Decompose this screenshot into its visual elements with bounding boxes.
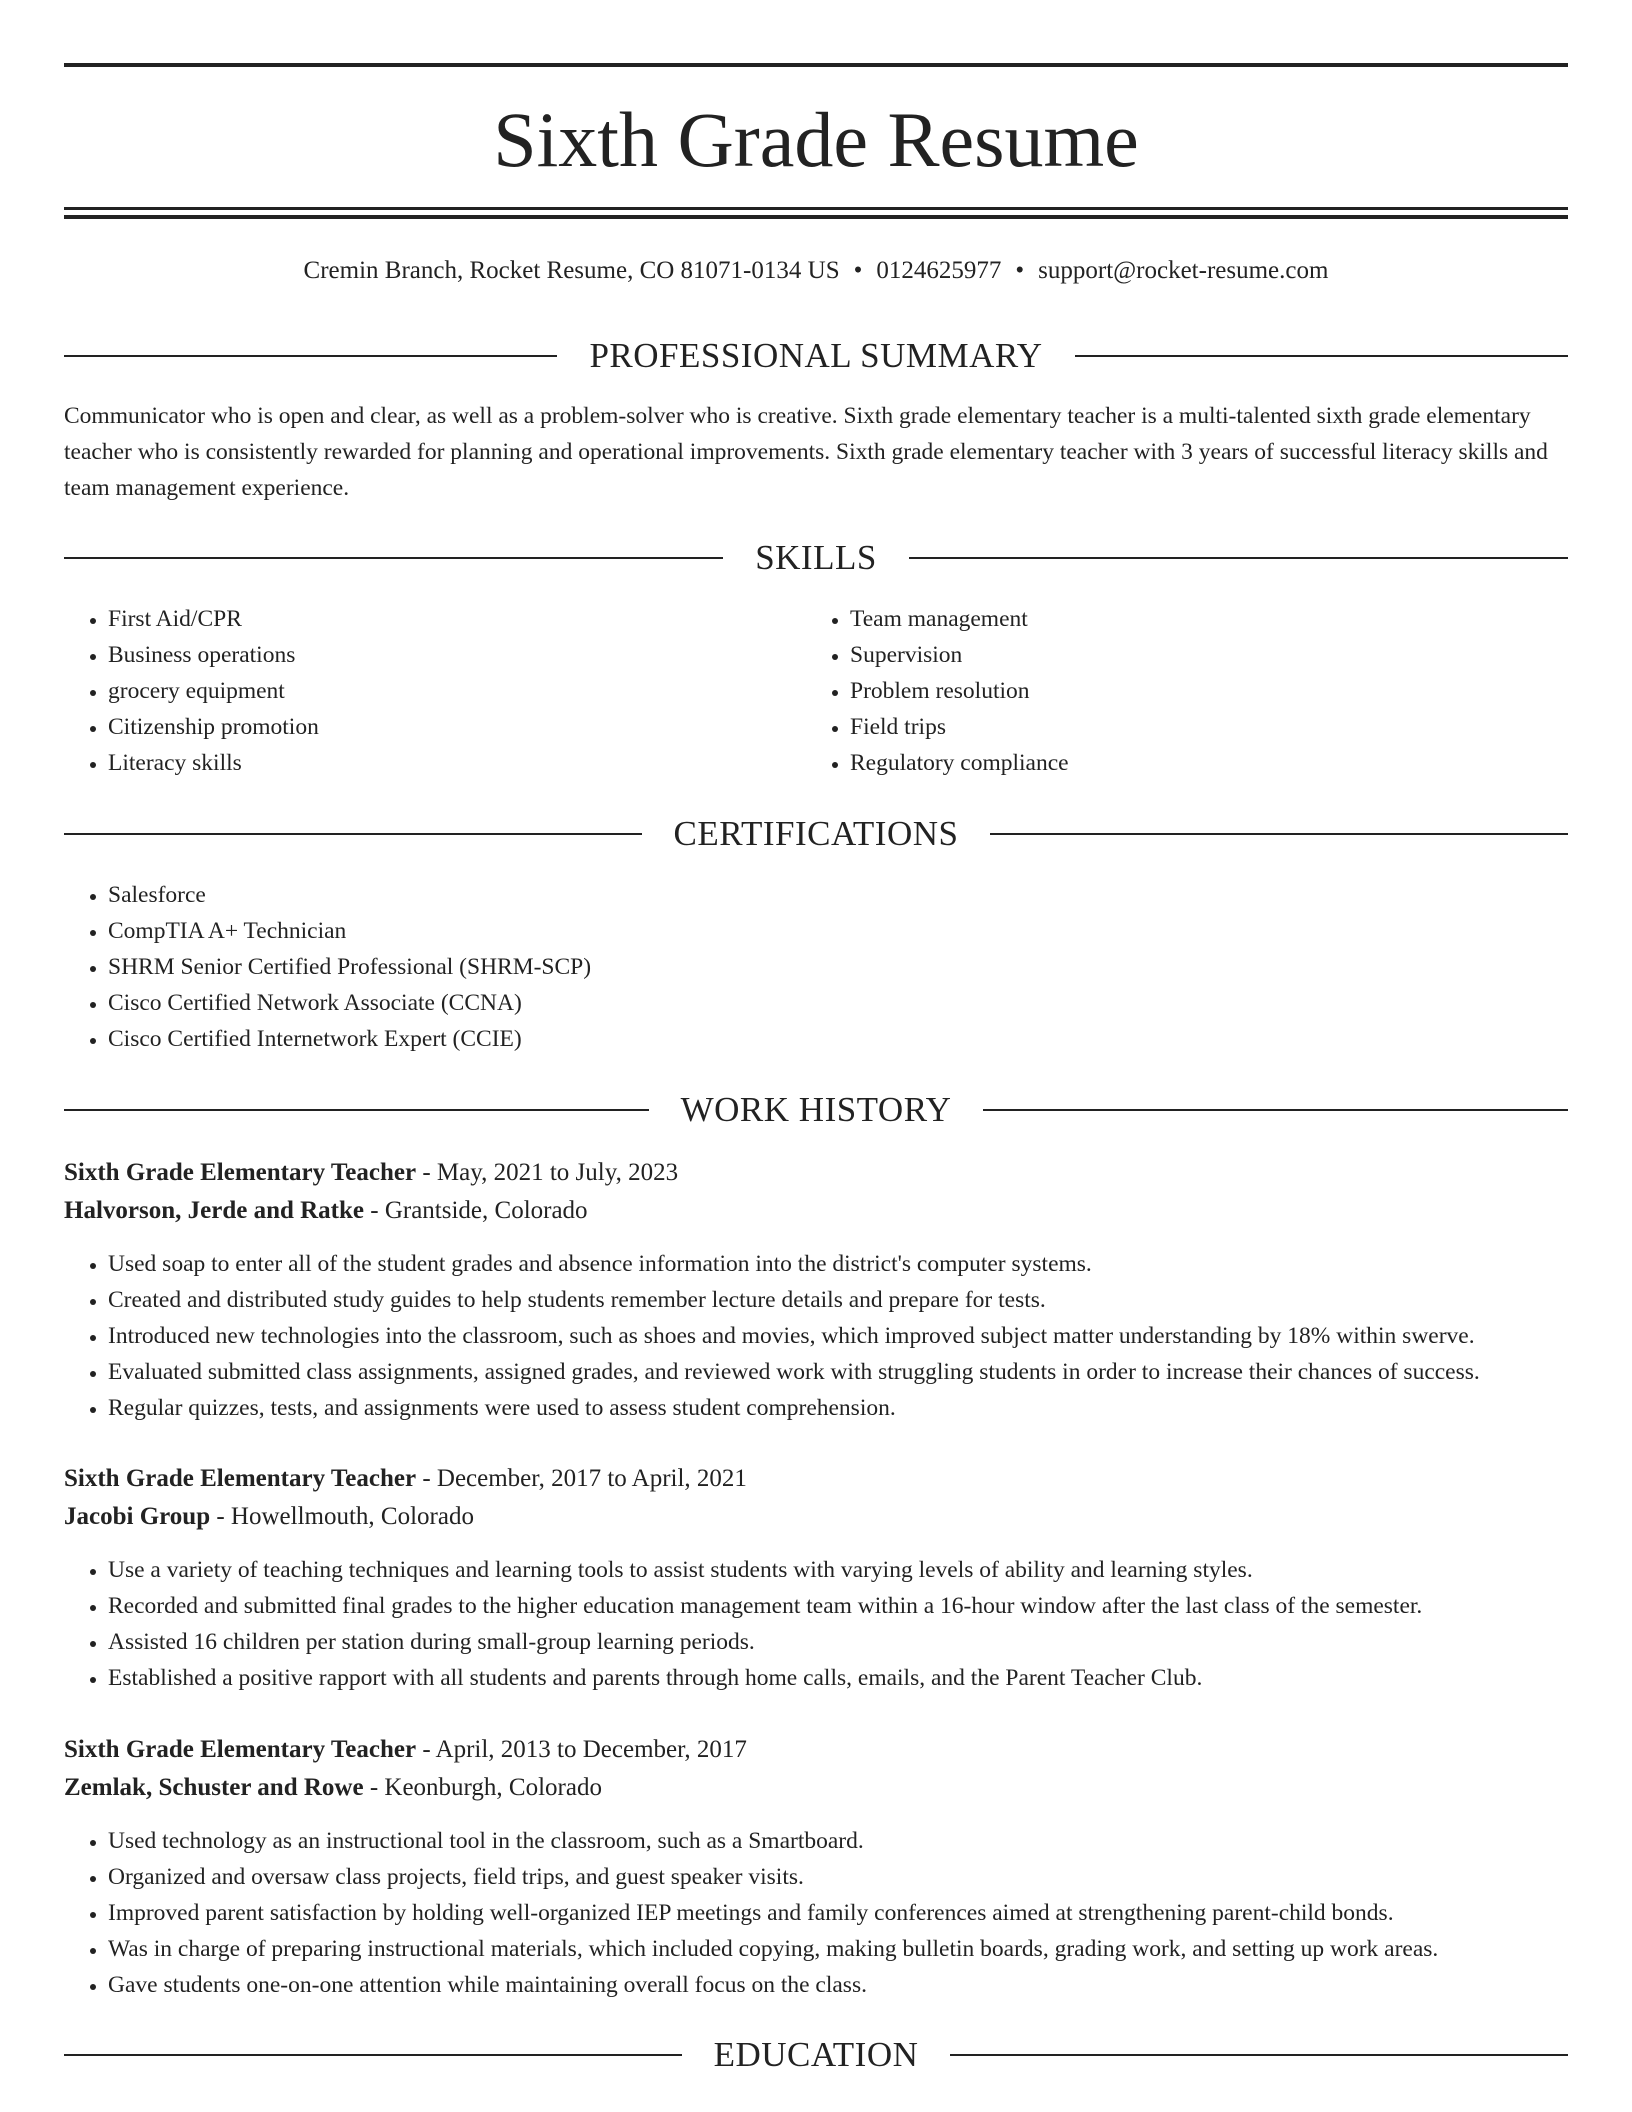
job-company-line xyxy=(64,1769,1568,1807)
certification-item: • Salesforce xyxy=(108,877,1568,913)
job-title: Sixth Grade Elementary Teacher xyxy=(64,1736,417,1763)
job-bullet: • Use a variety of teaching techniques and learning tools to assist students with varying levels of ability and learning styles. xyxy=(108,1552,1568,1588)
job-company: Halvorson, Jerde and Ratke xyxy=(64,1197,364,1224)
job-title-line xyxy=(64,1154,1568,1192)
job-bullet: • Established a positive rapport with all students and parents through home calls, emails, and the Parent Teacher Club. xyxy=(108,1660,1568,1696)
job-bullet: • Used soap to enter all of the student grades and absence information into the district's computer systems. xyxy=(108,1246,1568,1282)
job-company: Zemlak, Schuster and Rowe xyxy=(64,1774,364,1801)
certification-item: • CompTIA A+ Technician xyxy=(108,913,1568,949)
certifications-list xyxy=(64,877,1568,1057)
job-bullet: • Gave students one-on-one attention while maintaining overall focus on the class. xyxy=(108,1967,1568,2003)
certification-item: • Cisco Certified Internetwork Expert (CCIE) xyxy=(108,1021,1568,1057)
section-heading-work-history xyxy=(64,1088,1568,1132)
certification-item: • SHRM Senior Certified Professional (SHRM-SCP) xyxy=(108,949,1568,985)
job-company: Jacobi Group xyxy=(64,1503,211,1530)
heading-rule xyxy=(950,2054,1568,2056)
contact-separator: • xyxy=(1015,257,1025,284)
title-rule-upper xyxy=(64,207,1568,210)
job-bullet: • Regular quizzes, tests, and assignments were used to assess student comprehension. xyxy=(108,1390,1568,1426)
job-title: Sixth Grade Elementary Teacher xyxy=(64,1465,417,1492)
contact-phone: 0124625977 xyxy=(876,257,1002,284)
skill-item: • Regulatory compliance xyxy=(850,745,1546,781)
job-title-line xyxy=(64,1731,1568,1769)
heading-label: CERTIFICATIONS xyxy=(673,814,959,853)
heading-label: PROFESSIONAL SUMMARY xyxy=(589,336,1043,375)
heading-rule xyxy=(990,833,1568,835)
top-rule xyxy=(64,63,1568,67)
job-bullet: • Organized and oversaw class projects, field trips, and guest speaker visits. xyxy=(108,1859,1568,1895)
job-dates: - December, 2017 to April, 2021 xyxy=(416,1465,747,1492)
job-bullet: • Used technology as an instructional tool in the classroom, such as a Smartboard. xyxy=(108,1823,1568,1859)
heading-label: EDUCATION xyxy=(713,2035,919,2074)
contact-line xyxy=(64,253,1568,289)
heading-rule xyxy=(1075,355,1568,357)
page-title: Sixth Grade Resume xyxy=(493,96,1139,183)
job-bullet: • Assisted 16 children per station during small-group learning periods. xyxy=(108,1624,1568,1660)
heading-rule xyxy=(909,557,1568,559)
job-bullet: • Created and distributed study guides to help students remember lecture details and prepare for tests. xyxy=(108,1282,1568,1318)
job-location: - Howellmouth, Colorado xyxy=(210,1503,474,1530)
skill-item: • First Aid/CPR xyxy=(108,601,804,637)
skill-item: • grocery equipment xyxy=(108,673,804,709)
skill-item: • Business operations xyxy=(108,637,804,673)
heading-rule xyxy=(64,557,723,559)
job-bullet: • Introduced new technologies into the classroom, such as shoes and movies, which improved subject matter understanding by 18% within swerve. xyxy=(108,1318,1568,1354)
heading-rule xyxy=(64,833,642,835)
heading-rule xyxy=(64,355,557,357)
section-heading-certifications xyxy=(64,812,1568,856)
job-bullet: • Evaluated submitted class assignments, assigned grades, and reviewed work with struggling students in order to increase their chances of success. xyxy=(108,1354,1568,1390)
skill-item: • Supervision xyxy=(850,637,1546,673)
job-entry xyxy=(64,1460,1568,1696)
job-title: Sixth Grade Elementary Teacher xyxy=(64,1159,417,1186)
contact-separator: • xyxy=(853,257,863,284)
job-dates: - May, 2021 to July, 2023 xyxy=(416,1159,679,1186)
job-bullet: • Was in charge of preparing instructional materials, which included copying, making bulletin boards, grading work, and setting up work areas. xyxy=(108,1931,1568,1967)
skill-item: • Field trips xyxy=(850,709,1546,745)
job-company-line xyxy=(64,1498,1568,1536)
heading-label: SKILLS xyxy=(755,538,877,577)
skill-item: • Citizenship promotion xyxy=(108,709,804,745)
section-heading-summary xyxy=(64,334,1568,378)
certification-item: • Cisco Certified Network Associate (CCNA) xyxy=(108,985,1568,1021)
skill-item: • Team management xyxy=(850,601,1546,637)
skills-column-left xyxy=(64,601,804,781)
heading-rule xyxy=(983,1109,1568,1111)
heading-label: WORK HISTORY xyxy=(680,1090,952,1129)
job-location: - Grantside, Colorado xyxy=(364,1197,588,1224)
skill-item: • Literacy skills xyxy=(108,745,804,781)
summary-text: Communicator who is open and clear, as well as a problem-solver who is creative. Sixth grade elementary teacher is a multi-talented sixth grade elementary teacher who is consistently rewarded for planning and operational improvements. Sixth grade elementary teacher with 3 years of successful literacy skills and team management experience. xyxy=(64,403,1548,501)
contact-email: support@rocket-resume.com xyxy=(1038,257,1329,284)
job-entry xyxy=(64,1731,1568,2003)
heading-rule xyxy=(64,2054,682,2056)
job-bullet: • Recorded and submitted final grades to the higher education management team within a 16-hour window after the last class of the semester. xyxy=(108,1588,1568,1624)
contact-address: Cremin Branch, Rocket Resume, CO 81071-0134 US xyxy=(303,257,840,284)
skills-column-right xyxy=(806,601,1546,781)
job-company-line xyxy=(64,1192,1568,1230)
job-bullet: • Improved parent satisfaction by holding well-organized IEP meetings and family conferences aimed at strengthening parent-child bonds. xyxy=(108,1895,1568,1931)
job-entry xyxy=(64,1154,1568,1426)
section-heading-education xyxy=(64,2033,1568,2077)
job-location: - Keonburgh, Colorado xyxy=(363,1774,602,1801)
title-rule-lower xyxy=(64,215,1568,219)
skill-item: • Problem resolution xyxy=(850,673,1546,709)
job-title-line xyxy=(64,1460,1568,1498)
job-dates: - April, 2013 to December, 2017 xyxy=(416,1736,747,1763)
heading-rule xyxy=(64,1109,649,1111)
section-heading-skills xyxy=(64,536,1568,580)
